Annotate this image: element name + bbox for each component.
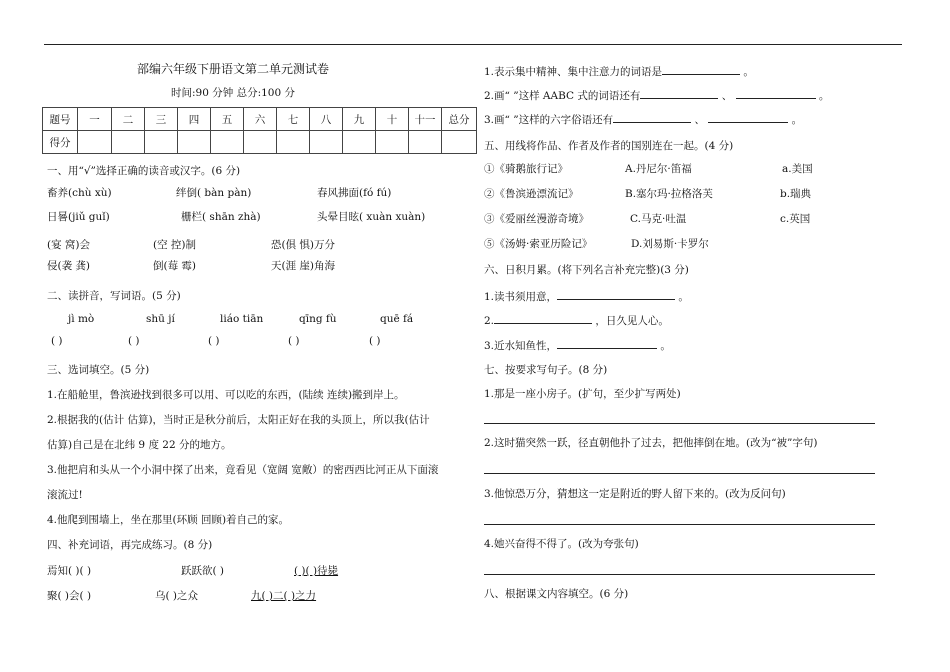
period: 。 [818,90,830,102]
q5-author: D.刘易斯·卡罗尔 [631,238,709,250]
period: 。 [660,340,671,352]
q5-work: ⑤《汤姆·索亚历险记》 [484,238,593,250]
score-cell[interactable] [211,131,244,154]
q5-country: b.瑞典 [780,188,812,200]
q4-item: ( )( )待毙 [294,565,339,577]
fill-line-1 [484,63,754,79]
score-cell[interactable] [78,131,112,154]
q2-pinyin: shū jí [146,313,175,325]
q2-answer-bracket: ( ) [128,335,140,347]
q1-item: 日晷(jiǔ guǐ) [47,211,110,223]
q1-item: 侵(袭 龚) [47,260,91,272]
q5-work: ③《爱丽丝漫游奇境》 [484,213,589,225]
answer-blank[interactable] [736,87,816,99]
q2-pinyin: quē fá [380,313,414,325]
score-cell[interactable] [145,131,178,154]
score-table-header-cell: 八 [310,108,343,131]
q2-pinyin: qīng fù [299,313,337,325]
q7-heading: 七、按要求写句子。(8 分) [484,364,608,376]
score-cell[interactable] [343,131,376,154]
comma: 、 [721,90,733,102]
score-table [42,107,477,154]
answer-line[interactable] [484,574,875,575]
q5-author: A.丹尼尔·笛福 [625,163,692,175]
q2-answer-bracket: ( ) [369,335,381,347]
answer-blank[interactable] [662,63,740,75]
period: 。 [791,114,803,126]
q5-country: a.美国 [782,163,813,175]
q3-line: 滚流过! [47,489,83,501]
q1-item: (宴 窝)会 [47,239,91,251]
fill-line-2 [484,87,829,103]
q5-author: B.塞尔玛·拉格洛芙 [625,188,713,200]
score-table-header-cell: 七 [277,108,310,131]
q5-heading: 五、用线将作品、作者及作者的国别连在一起。(4 分) [484,140,734,152]
score-table-header-cell: 五 [211,108,244,131]
q3-line: 1.在船舱里，鲁滨逊找到很多可以用、可以吃的东西，(陆续 连续)搬到岸上。 [47,389,405,401]
period: 。 [678,291,689,303]
q1-item: 恐(俱 惧)万分 [271,239,336,251]
score-table-header-cell: 十 [376,108,409,131]
q6-heading: 六、日积月累。(将下列名言补充完整)(3 分) [484,264,689,276]
q1-item: 绊倒( bàn pàn) [176,187,252,199]
q7-item: 2.这时猫突然一跃，径直朝他扑了过去，把他摔倒在地。(改为“被”字句) [484,437,818,449]
score-table-header-cell: 九 [343,108,376,131]
period: 。 [743,66,754,78]
comma: 、 [694,114,705,126]
score-table-header-cell: 总分 [442,108,477,131]
score-table-header-cell: 十一 [409,108,442,131]
q6-line-3 [484,337,671,353]
answer-blank[interactable] [613,111,691,123]
q2-heading: 二、读拼音，写词语。(5 分) [47,290,181,302]
q5-work: ②《鲁滨逊漂流记》 [484,188,579,200]
q4-item: 跃跃欲( ) [181,565,225,577]
score-table-header-cell: 二 [112,108,145,131]
q6-line-2-text: ，日久见人心。 [595,315,669,327]
q2-answer-bracket: ( ) [288,335,300,347]
q1-item: (空 控)制 [153,239,197,251]
q4-item: 焉知( )( ) [47,565,92,577]
q3-line: 4.他爬到围墙上，坐在那里(环顾 回顾)着自己的家。 [47,514,290,526]
score-cell[interactable] [376,131,409,154]
fill-line-1-text: 1.表示集中精神、集中注意力的词语是 [484,66,663,78]
answer-blank[interactable] [640,87,718,99]
q4-item: 乌( )之众 [155,590,199,602]
q1-item: 春风拂面(fó fú) [317,187,392,199]
score-cell[interactable] [112,131,145,154]
score-table-header-cell: 一 [78,108,112,131]
time-info: 时间:90 分钟 总分:100 分 [171,87,295,99]
answer-line[interactable] [484,524,875,525]
fill-line-2-text: 2.画“ ”这样 AABC 式的词语还有 [484,90,641,102]
page-title: 部编六年级下册语文第二单元测试卷 [137,62,330,76]
score-table-row-label: 得分 [43,131,78,154]
q1-item: 头晕目眩( xuàn xuàn) [317,211,426,223]
q1-item: 栅栏( shān zhà) [181,211,261,223]
score-cell[interactable] [244,131,277,154]
q6-line-1-text: 1.读书须用意， [484,291,558,303]
q1-item: 天(涯 崖)角海 [271,260,336,272]
q1-heading: 一、用“√”选择正确的读音或汉字。(6 分) [47,165,241,177]
score-cell[interactable] [178,131,211,154]
q3-heading: 三、选词填空。(5 分) [47,364,150,376]
answer-blank[interactable] [494,312,592,324]
q1-item: 倒(莓 霉) [153,260,197,272]
score-cell[interactable] [409,131,442,154]
q3-line: 3.他把肩和头从一个小洞中探了出来，竟看见（宽阔 宽敞）的密西西比河正从下面滚 [47,464,439,476]
fill-line-3-text: 3.画“ ”这样的六字俗语还有 [484,114,614,126]
score-table-header-cell: 四 [178,108,211,131]
q3-line: 估算)自己是在北纬 9 度 22 分的地方。 [47,439,232,451]
q4-item: 聚( )会( ) [47,590,92,602]
answer-line[interactable] [484,423,875,424]
answer-blank[interactable] [557,288,675,300]
q7-item: 1.那是一座小房子。(扩句，至少扩写两处) [484,388,681,400]
q2-pinyin: liáo tiān [220,313,264,325]
answer-blank[interactable] [708,111,788,123]
q2-answer-bracket: ( ) [208,335,220,347]
score-table-header-cell: 六 [244,108,277,131]
q5-author: C.马克·吐温 [630,213,687,225]
q4-item: 九( )二( )之力 [251,590,317,602]
q5-work: ①《骑鹅旅行记》 [484,163,568,175]
score-table-score-row [43,131,477,154]
q2-answer-bracket: ( ) [51,335,63,347]
q3-line: 2.根据我的(估计 估算)，当时正是秋分前后，太阳正好在我的头顶上，所以我(估计 [47,414,430,426]
q6-line-1 [484,288,689,304]
q5-country: c.英国 [780,213,811,225]
q6-line-3-text: 3.近水知鱼性， [484,340,558,352]
q7-item: 4.她兴奋得不得了。(改为夸张句) [484,538,639,550]
q4-heading: 四、补充词语，再完成练习。(8 分) [47,539,213,551]
q8-heading: 八、根据课文内容填空。(6 分) [484,588,629,600]
answer-line[interactable] [484,473,875,474]
score-cell[interactable] [277,131,310,154]
score-table-header-cell: 题号 [43,108,78,131]
score-cell[interactable] [310,131,343,154]
q2-pinyin: jì mò [68,313,95,325]
score-table-header-row [43,108,477,131]
fill-line-3 [484,111,802,127]
score-cell[interactable] [442,131,477,154]
top-rule [44,44,902,45]
q1-item: 畜养(chù xù) [47,187,112,199]
q7-item: 3.他惊恐万分，猜想这一定是附近的野人留下来的。(改为反问句) [484,488,786,500]
answer-blank[interactable] [557,337,657,349]
score-table-header-cell: 三 [145,108,178,131]
q6-line-2 [484,312,669,328]
q6-line-2-number: 2. [484,315,495,327]
